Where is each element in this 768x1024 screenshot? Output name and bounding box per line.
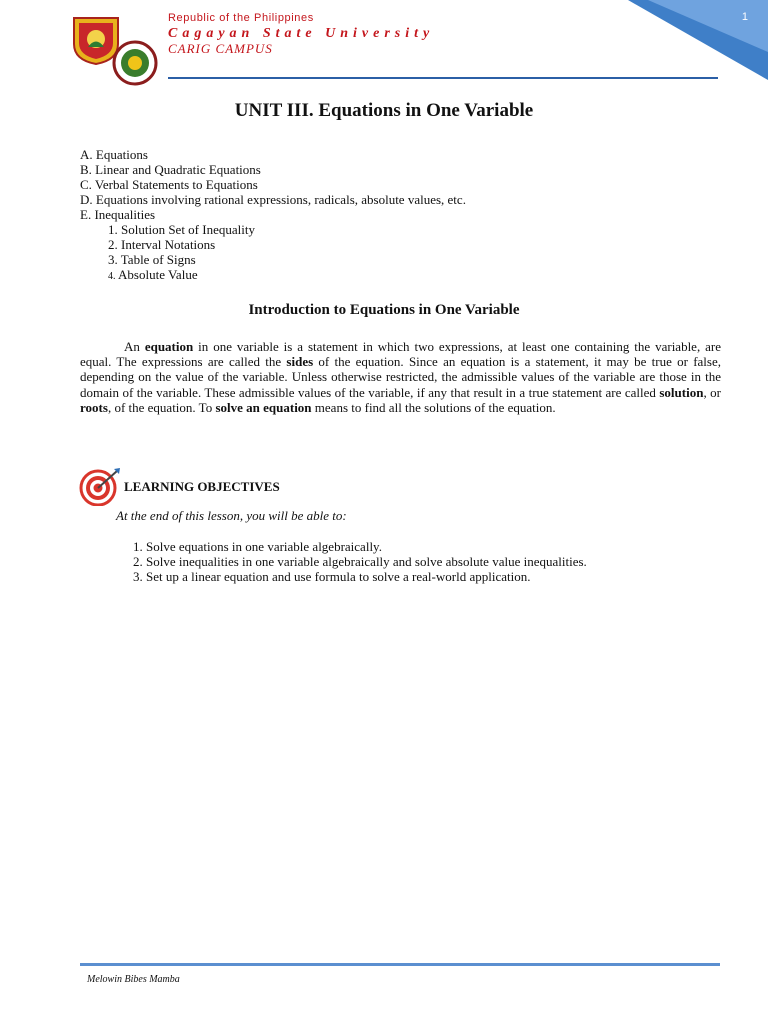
objective-item: 2. Solve inequalities in one variable algebraically and solve absolute value inequalities. [133,554,587,569]
outline-item: A. Equations [80,147,148,162]
footer-author: Melowin Bibes Mamba [87,974,180,985]
outline-item: D. Equations involving rational expressions, radicals, absolute values, etc. [80,192,466,207]
objectives-intro: At the end of this lesson, you will be able to: [116,508,347,523]
outline-subitem: 3. Table of Signs [108,252,196,267]
intro-text: An [124,339,145,354]
page-title: UNIT III. Equations in One Variable [234,100,534,121]
outline-subitem: 1. Solution Set of Inequality [108,222,255,237]
intro-text: in one variable is a statement in which two expressions, at least one containing the variable, are equal. The expressions are called the [80,339,722,370]
intro-term: sides [286,354,314,370]
outline-item: C. Verbal Statements to Equations [80,177,258,192]
campus-name: CARIG CAMPUS [168,41,273,56]
outline-item: B. Linear and Quadratic Equations [80,162,261,177]
intro-text: means to find all the solutions of the equation. [311,399,556,415]
republic-label: Republic of the Philippines [168,12,314,24]
objective-item: 1. Solve equations in one variable algebraically. [133,539,382,554]
intro-paragraph [80,339,721,415]
intro-text: of the equation. Since an equation is a statement, it may be true or false, depending on the value of the variable. Unless otherwise restricted, the admissible values of the variable are those in the domain of the variable. These admissible values of the variable, if any that result in a true statement are called [80,354,721,400]
outline-subitem [80,267,466,284]
intro-text: , of the equation. To [107,399,216,415]
outline-subitem: 2. Interval Notations [108,237,216,252]
target-icon [78,466,122,506]
intro-term: roots [80,399,108,415]
campus-seal-icon [112,40,158,86]
intro-term: solve an equation [215,399,312,415]
objectives-list [133,539,587,584]
objectives-heading: LEARNING OBJECTIVES [124,479,280,494]
section-heading: Introduction to Equations in One Variable [248,302,520,318]
intro-term: equation [144,339,194,354]
header-text [168,12,434,57]
outline-item: E. Inequalities [80,207,156,222]
header-divider [168,77,718,79]
university-name: Cagayan State University [168,26,435,41]
page-number: 1 [741,11,748,23]
outline-subitem-text: Absolute Value [115,267,198,282]
topic-outline [80,147,466,284]
objective-item: 3. Set up a linear equation and use formula to solve a real-world application. [133,569,531,584]
outline-subitem-number: 4. [108,271,116,282]
intro-term: solution [659,384,704,400]
intro-text: , or [703,384,721,400]
footer-divider [80,963,720,966]
